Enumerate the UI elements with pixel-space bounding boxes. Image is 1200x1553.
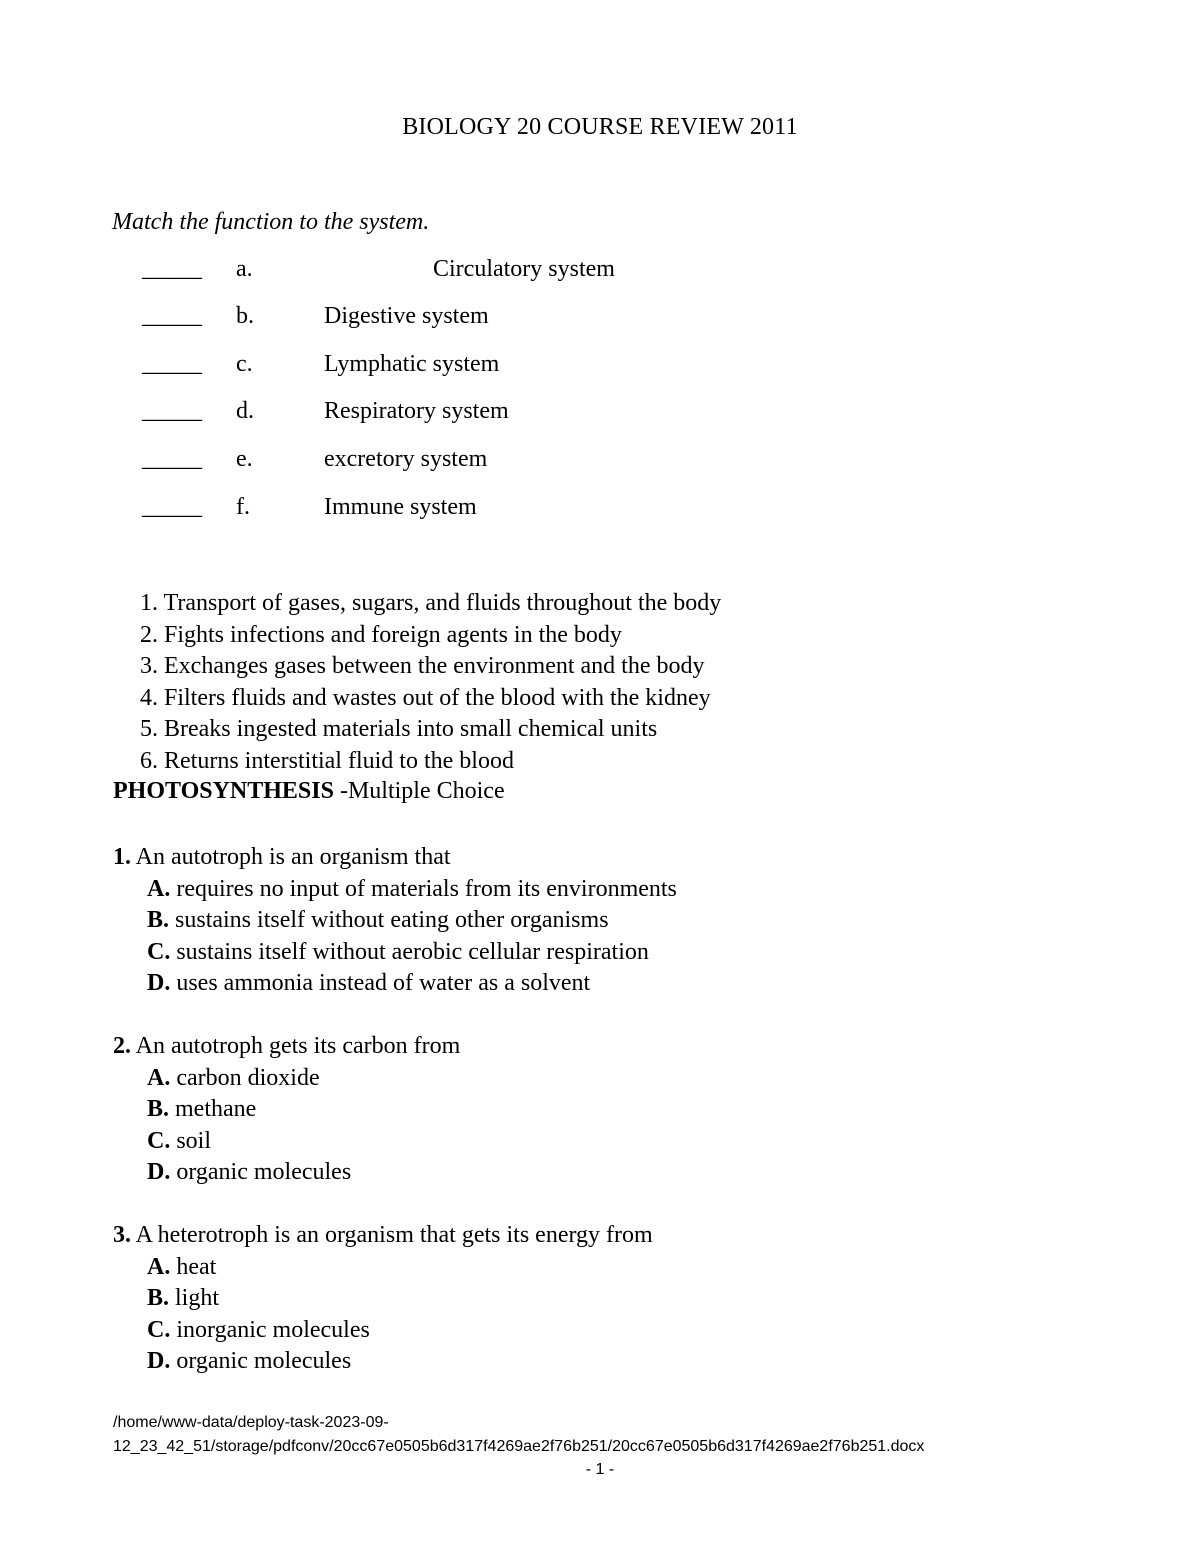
function-item: 6. Returns interstitial fluid to the blood bbox=[140, 747, 514, 774]
matching-row bbox=[0, 303, 1200, 335]
option-letter: A. bbox=[147, 875, 171, 902]
answer-option bbox=[113, 905, 677, 937]
answer-option bbox=[113, 1283, 653, 1315]
option-text: organic molecules bbox=[170, 1348, 352, 1374]
footer-path-line: /home/www-data/deploy-task-2023-09- bbox=[113, 1414, 389, 1431]
answer-option bbox=[113, 1252, 653, 1284]
answer-option bbox=[113, 1346, 653, 1378]
answer-option bbox=[113, 874, 677, 906]
matching-letter: b. bbox=[236, 303, 254, 329]
system-name: excretory system bbox=[324, 446, 488, 472]
matching-letter: d. bbox=[236, 398, 254, 424]
section-heading bbox=[113, 778, 505, 805]
option-letter: D. bbox=[147, 1159, 171, 1185]
footer-file-path bbox=[113, 1411, 1113, 1459]
matching-row bbox=[0, 494, 1200, 526]
answer-option bbox=[113, 1094, 460, 1126]
matching-letter: e. bbox=[236, 446, 253, 472]
option-text: carbon dioxide bbox=[170, 1064, 320, 1091]
question-text: An autotroph gets its carbon from bbox=[131, 1033, 461, 1059]
option-letter: B. bbox=[147, 1285, 170, 1311]
answer-option bbox=[113, 968, 677, 1000]
system-name: Immune system bbox=[324, 494, 477, 520]
option-letter: C. bbox=[147, 1127, 171, 1154]
question-stem bbox=[113, 1031, 460, 1063]
option-text: heat bbox=[170, 1253, 217, 1280]
option-letter: D. bbox=[147, 970, 171, 996]
option-text: light bbox=[169, 1285, 220, 1311]
function-item: 1. Transport of gases, sugars, and fluids throughout the body bbox=[140, 590, 722, 616]
answer-blank: _____ bbox=[142, 351, 202, 377]
answer-option bbox=[113, 937, 677, 969]
system-name: Digestive system bbox=[324, 303, 489, 329]
option-letter: C. bbox=[147, 1316, 171, 1343]
section-heading-title: PHOTOSYNTHESIS bbox=[113, 778, 334, 804]
option-text: requires no input of materials from its environments bbox=[170, 875, 677, 902]
matching-row bbox=[0, 446, 1200, 478]
answer-blank: _____ bbox=[142, 446, 202, 472]
page-number: - 1 - bbox=[585, 1461, 615, 1478]
answer-option bbox=[113, 1157, 460, 1189]
answer-blank: _____ bbox=[142, 494, 202, 520]
option-text: methane bbox=[169, 1096, 257, 1122]
option-text: soil bbox=[170, 1127, 212, 1154]
question-stem bbox=[113, 1220, 653, 1252]
system-name: Circulatory system bbox=[433, 256, 615, 282]
question-text: An autotroph is an organism that bbox=[131, 844, 451, 870]
answer-option bbox=[113, 1315, 653, 1347]
answer-blank: _____ bbox=[142, 303, 202, 329]
option-text: sustains itself without eating other organisms bbox=[169, 907, 609, 933]
system-name: Lymphatic system bbox=[324, 351, 500, 377]
matching-instruction: Match the function to the system. bbox=[112, 209, 430, 235]
option-letter: D. bbox=[147, 1348, 171, 1374]
matching-letter: a. bbox=[236, 256, 253, 282]
answer-option bbox=[113, 1063, 460, 1095]
system-name: Respiratory system bbox=[324, 398, 509, 424]
question-number: 3. bbox=[113, 1222, 131, 1248]
matching-row bbox=[0, 256, 1200, 288]
answer-blank: _____ bbox=[142, 398, 202, 424]
option-text: inorganic molecules bbox=[170, 1316, 370, 1343]
page-title: BIOLOGY 20 COURSE REVIEW 2011 bbox=[402, 114, 798, 140]
option-letter: A. bbox=[147, 1253, 171, 1280]
matching-row bbox=[0, 351, 1200, 383]
answer-blank: _____ bbox=[142, 256, 202, 282]
option-letter: B. bbox=[147, 907, 170, 933]
option-letter: C. bbox=[147, 938, 171, 965]
function-list bbox=[140, 588, 721, 777]
section-heading-subtitle: -Multiple Choice bbox=[333, 778, 505, 804]
function-item: 4. Filters fluids and wastes out of the blood with the kidney bbox=[140, 684, 711, 711]
matching-row bbox=[0, 398, 1200, 430]
question-3 bbox=[113, 1220, 653, 1378]
footer-path-line: 12_23_42_51/storage/pdfconv/20cc67e0505b6d317f4269ae2f76b251/20cc67e0505b6d317f4269ae2f76b251.docx bbox=[113, 1438, 925, 1455]
option-letter: B. bbox=[147, 1096, 170, 1122]
function-item: 2. Fights infections and foreign agents in the body bbox=[140, 621, 622, 648]
question-stem bbox=[113, 842, 677, 874]
function-item: 3. Exchanges gases between the environment and the body bbox=[140, 653, 705, 679]
question-text: A heterotroph is an organism that gets its energy from bbox=[131, 1222, 653, 1248]
matching-letter: c. bbox=[236, 351, 253, 377]
question-2 bbox=[113, 1031, 460, 1189]
question-number: 1. bbox=[113, 844, 131, 870]
answer-option bbox=[113, 1126, 460, 1158]
matching-letter: f. bbox=[236, 494, 250, 520]
option-text: sustains itself without aerobic cellular respiration bbox=[170, 938, 649, 965]
function-item: 5. Breaks ingested materials into small chemical units bbox=[140, 716, 658, 742]
question-number: 2. bbox=[113, 1033, 131, 1059]
option-letter: A. bbox=[147, 1064, 171, 1091]
option-text: uses ammonia instead of water as a solvent bbox=[170, 970, 591, 996]
question-1 bbox=[113, 842, 677, 1000]
option-text: organic molecules bbox=[170, 1159, 352, 1185]
